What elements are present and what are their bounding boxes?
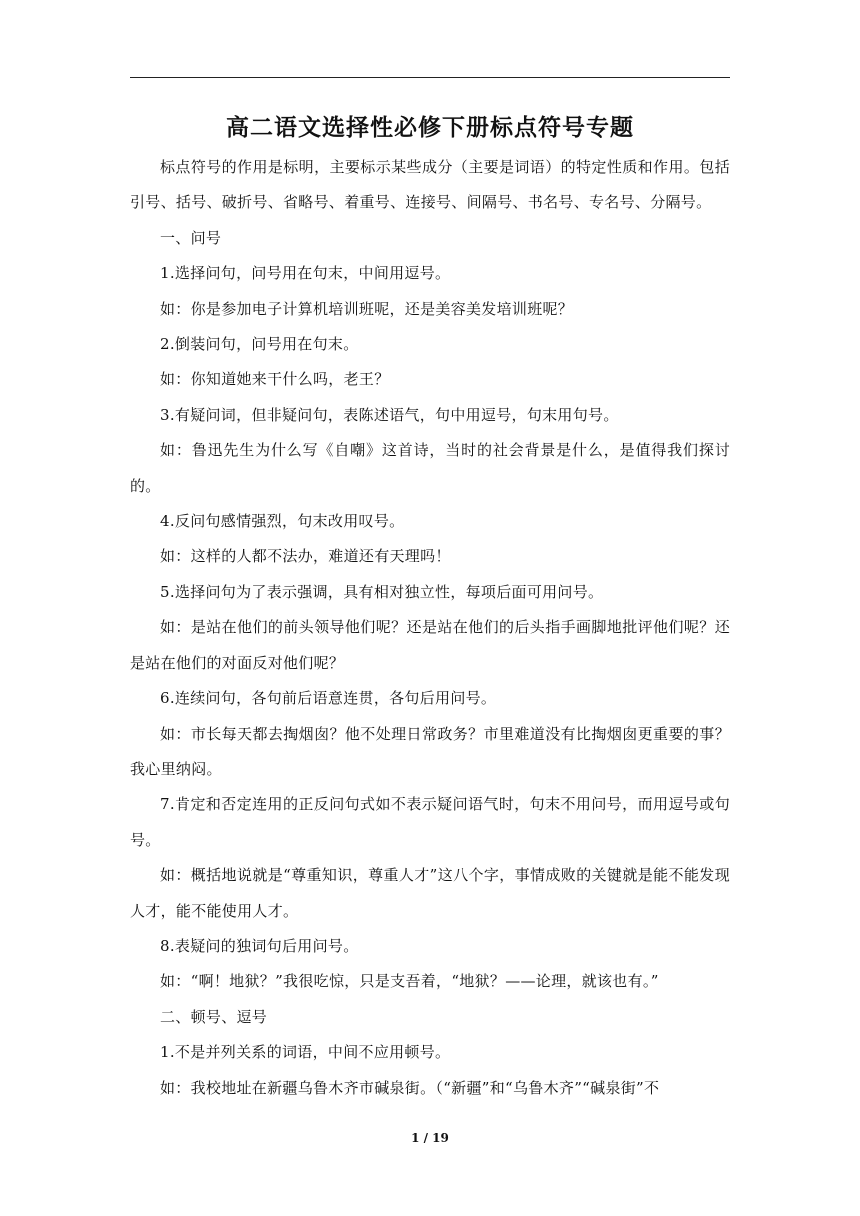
example-item: 如：你知道她来干什么吗，老王？ bbox=[160, 370, 390, 389]
document-body bbox=[130, 150, 730, 1106]
example-item: 如：这样的人都不法办，难道还有天理吗！ bbox=[160, 547, 451, 566]
section-heading-comma: 二、顿号、逗号 bbox=[160, 1007, 268, 1026]
rule-item: 4.反问句感情强烈，句末改用叹号。 bbox=[160, 512, 405, 531]
rule-item: 5.选择问句为了表示强调，具有相对独立性，每项后面可用问号。 bbox=[160, 582, 604, 601]
example-item: 如：你是参加电子计算机培训班呢，还是美容美发培训班呢？ bbox=[160, 299, 574, 318]
page-number: 1 / 19 bbox=[411, 1131, 449, 1145]
example-item: 如：我校地址在新疆乌鲁木齐市碱泉街。（“新疆”和“乌鲁木齐”“碱泉街”不 bbox=[160, 1078, 660, 1097]
document-title: 高二语文选择性必修下册标点符号专题 bbox=[226, 115, 634, 141]
rule-item: 3.有疑问词，但非疑问句，表陈述语气，句中用逗号，句末用句号。 bbox=[160, 405, 619, 424]
rule-item: 2.倒装问句，问号用在句末。 bbox=[160, 335, 359, 354]
rule-item: 1.选择问句，问号用在句末，中间用逗号。 bbox=[160, 264, 451, 283]
rule-item: 1.不是并列关系的词语，中间不应用顿号。 bbox=[160, 1043, 451, 1062]
rule-item: 7.肯定和否定连用的正反问句式如不表示疑问语气时，句末不用问号，而用逗号或句号。 bbox=[130, 795, 730, 849]
example-item: 如：概括地说就是“尊重知识，尊重人才”这八个字，事情成败的关键就是能不能发现人才，能不能使用人才。 bbox=[130, 866, 730, 920]
example-item: 如：鲁迅先生为什么写《自嘲》这首诗，当时的社会背景是什么，是值得我们探讨的。 bbox=[130, 441, 730, 495]
example-item: 如：市长每天都去掏烟囱？他不处理日常政务？市里难道没有比掏烟囱更重要的事？我心里纳闷。 bbox=[130, 724, 730, 778]
example-item: 如：是站在他们的前头领导他们呢？还是站在他们的后头指手画脚地批评他们呢？还是站在他们的对面反对他们呢？ bbox=[130, 618, 730, 672]
section-heading-question-mark: 一、问号 bbox=[160, 228, 222, 247]
rule-item: 8.表疑问的独词句后用问号。 bbox=[160, 936, 359, 955]
rule-item: 6.连续问句，各句前后语意连贯，各句后用问号。 bbox=[160, 689, 497, 708]
paragraph-intro: 标点符号的作用是标明，主要标示某些成分（主要是词语）的特定性质和作用。包括引号、括号、破折号、省略号、着重号、连接号、间隔号、书名号、专名号、分隔号。 bbox=[130, 158, 730, 212]
example-item: 如：“啊！地狱？”我很吃惊，只是支吾着，“地狱？——论理，就该也有。” bbox=[160, 972, 659, 991]
header-rule bbox=[130, 77, 730, 78]
